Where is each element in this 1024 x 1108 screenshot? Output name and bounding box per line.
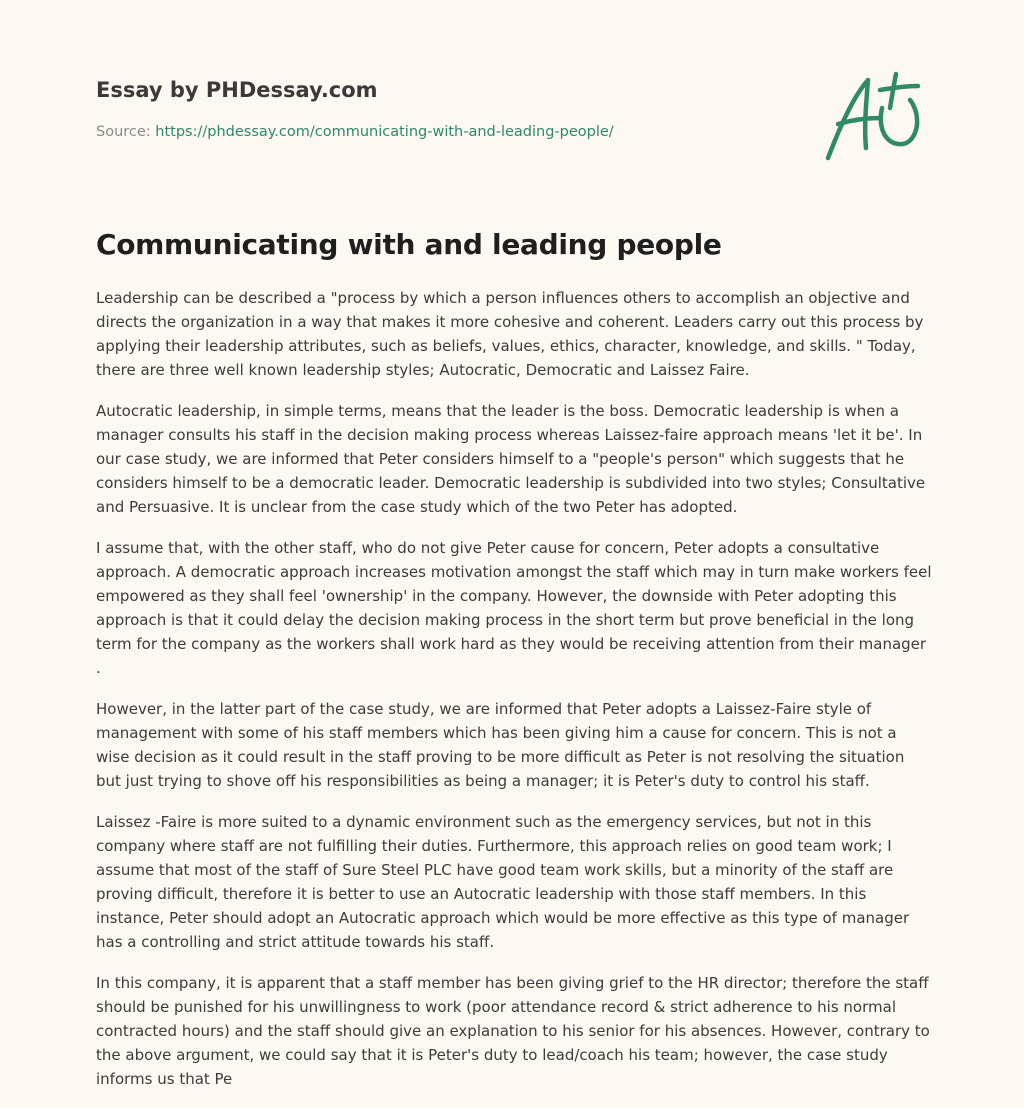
source-label: Source: <box>96 124 156 140</box>
article-paragraph: Leadership can be described a "process by which a person influences others to accomplish an objective and directs the organization in a way that makes it more cohesive and coherent. Leaders carry out this process by applying their leadership attributes, such as beliefs, values, ethics, character, knowledge, and skills. " Today, there are three well known leadership styles; Autocratic, Democratic and Laissez Faire. <box>96 289 924 379</box>
article-paragraph: Autocratic leadership, in simple terms, means that the leader is the boss. Democratic leadership is when a manager consults his staff in the decision making process whereas Laissez-faire approach means 'let it be'. In our case study, we are informed that Peter considers himself to a "people's person" which suggests that he considers himself to be a democratic leader. Democratic leadership is subdivided into two styles; Consultative and Persuasive. It is unclear from the case study which of the two Peter has adopted. <box>96 402 926 516</box>
page-header <box>96 76 736 142</box>
article-paragraph: Laissez -Faire is more suited to a dynamic environment such as the emergency services, but not in this company where staff are not fulfilling their duties. Furthermore, this approach relies on good team work; I assume that most of the staff of Sure Steel PLC have good team work skills, but a minority of the staff are proving difficult, therefore it is better to use an Autocratic leadership with those staff members. In this instance, Peter should adopt an Autocratic approach which would be more effective as this type of manager has a controlling and strict attitude towards his staff. <box>96 813 910 951</box>
article-paragraph: I assume that, with the other staff, who do not give Peter cause for concern, Peter adopts a consultative approach. A democratic approach increases motivation amongst the staff which may in turn make workers feel empowered as they shall feel 'ownership' in the company. However, the downside with Peter adopting this approach is that it could delay the decision making process in the short term but prove beneficial in the long term for the company as the workers shall work hard as they would be receiving attention from their manager . <box>96 539 932 677</box>
article-paragraph: In this company, it is apparent that a staff member has been giving grief to the HR director; therefore the staff should be punished for his unwillingness to work (poor attendance record & strict adherence to his normal contracted hours) and the staff should give an explanation to his senior for his absences. However, contrary to the above argument, we could say that it is Peter's duty to lead/coach his team; however, the case study informs us that Pe <box>96 974 930 1088</box>
source-link[interactable]: https://phdessay.com/communicating-with-and-leading-people/ <box>155 124 614 140</box>
article-paragraph: However, in the latter part of the case study, we are informed that Peter adopts a Laissez-Faire style of management with some of his staff members which has been giving him a cause for concern. This is not a wise decision as it could result in the staff proving to be more difficult as Peter is not resolving the situation but just trying to shove off his responsibilities as being a manager; it is Peter's duty to control his staff. <box>96 700 905 790</box>
article-body <box>96 286 932 1108</box>
article-title: Communicating with and leading people <box>96 228 722 261</box>
source-line <box>96 122 736 142</box>
a-plus-grade-icon <box>822 70 928 164</box>
site-brand: Essay by PHDessay.com <box>96 78 378 102</box>
